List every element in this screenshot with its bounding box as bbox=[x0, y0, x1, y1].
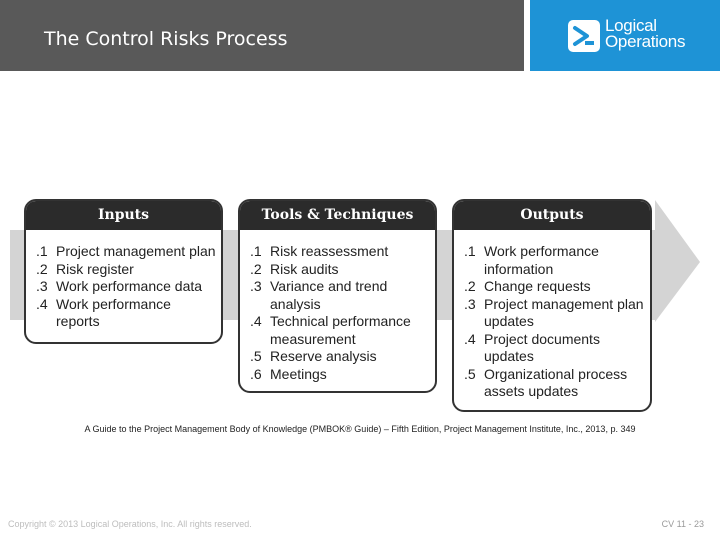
list-item: .2 Risk audits bbox=[250, 260, 339, 277]
tools-list bbox=[240, 230, 435, 383]
citation: A Guide to the Project Management Body of Knowledge (PMBOK® Guide) – Fifth Edition, Project Management Institute, Inc., 2013, p. 349 bbox=[84, 424, 636, 434]
list-item: .3 Work performance data bbox=[36, 278, 203, 294]
list-item: .3 Variance and trend analysis bbox=[250, 278, 388, 312]
inputs-panel bbox=[24, 199, 223, 344]
outputs-list bbox=[454, 230, 650, 401]
list-item: .6 Meetings bbox=[250, 365, 327, 382]
slide-title: The Control Risks Process bbox=[44, 28, 288, 50]
list-item: .1 Project management plan bbox=[36, 243, 216, 259]
copyright: Copyright © 2013 Logical Operations, Inc. All rights reserved. bbox=[8, 519, 252, 529]
logo-line-1: Logical bbox=[605, 16, 657, 35]
page-number: CV 11 - 23 bbox=[661, 519, 704, 529]
logo-line-2: Operations bbox=[605, 32, 686, 51]
list-item: .2 Risk register bbox=[36, 260, 134, 277]
list-item: .1 Risk reassessment bbox=[250, 243, 389, 259]
outputs-header: Outputs bbox=[454, 201, 650, 230]
outputs-panel bbox=[452, 199, 652, 412]
inputs-list bbox=[26, 230, 221, 331]
list-item: .4 Technical performance measurement bbox=[250, 313, 411, 347]
list-item: .1 Work performance information bbox=[464, 243, 599, 277]
list-item: .3 Project management plan updates bbox=[464, 295, 644, 329]
list-item: .5 Reserve analysis bbox=[250, 348, 377, 364]
inputs-header: Inputs bbox=[26, 201, 221, 230]
tools-panel bbox=[238, 199, 437, 393]
list-item: .5 Organizational process assets updates bbox=[464, 365, 628, 399]
list-item: .4 Work performance reports bbox=[36, 295, 171, 329]
list-item: .2 Change requests bbox=[464, 278, 591, 294]
list-item: .4 Project documents updates bbox=[464, 330, 600, 364]
tools-header: Tools & Techniques bbox=[240, 201, 435, 230]
